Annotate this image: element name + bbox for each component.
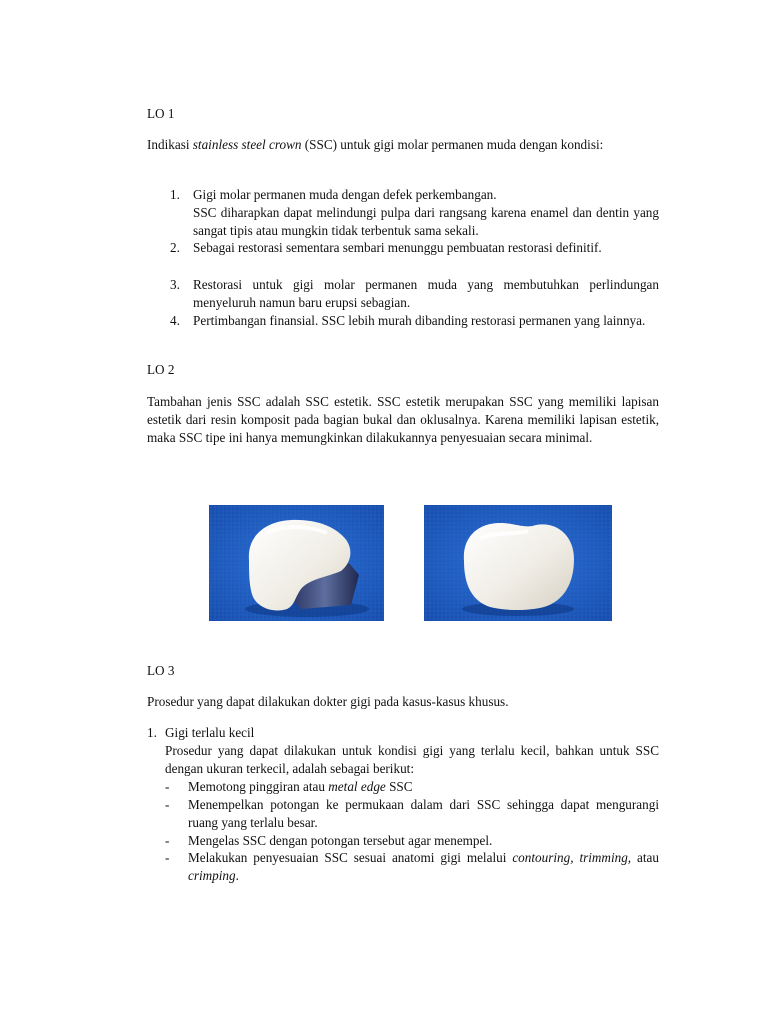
lo2-paragraph: Tambahan jenis SSC adalah SSC estetik. SSC estetik merupakan SSC yang memiliki lapisan estetik dari resin komposit pada bagian bukal dan oklusalnya. Karena memiliki lapisan estetik, maka SSC tipe ini hanya memungkinkan dilakukannya penyesuaian secara minimal.: [147, 394, 659, 445]
aesthetic-crown-photo-side: [209, 505, 384, 621]
lo1-heading: LO 1: [147, 106, 175, 121]
aesthetic-crown-image: [424, 505, 612, 621]
lo3-intro: Prosedur yang dapat dilakukan dokter gigi pada kasus-kasus khusus.: [147, 694, 509, 709]
crown-with-metal-edge-image: [209, 505, 384, 621]
lo2-heading: LO 2: [147, 362, 175, 377]
document-page: LO 1 Indikasi stainless steel crown (SSC) untuk gigi molar permanen muda dengan kondisi: 1. Gigi molar permanen muda dengan defek perkembangan. SSC diharapkan dapat melindungi pulpa dari rangsang karena enamel dan dentin yang sangat tipis atau mungkin tidak terbentuk sama sekali. 2. Sebagai restorasi sementara sembari menunggu pembuatan restorasi definitif. 3. Restorasi untuk gigi molar permanen muda yang membutuhkan perlindungan menyeluruh namun baru erupsi sebagian. 4. Pertimbangan finansial. SSC lebih murah dibanding restorasi permanen yang lainnya. LO 2 Tambahan jenis SSC adalah SSC estetik. SSC estetik merupakan SSC yang memiliki lapisan estetik dari resin komposit pada bagian bukal dan oklusalnya. Karena memiliki lapisan estetik, maka SSC tipe ini hanya memungkinkan dilakukannya penyesuaian secara minimal. LO 3 Prosedur yang dapat dilakukan dokter gigi pada kasus-kasus khusus. 1. Gigi terlalu kecil Prosedur yang dapat dilakukan untuk kondisi gigi yang terlalu kecil, bahkan untuk SSC dengan ukuran terkecil, adalah sebagai berikut: - Memotong pinggiran atau metal edge SSC - Menempelkan potongan ke permukaan dalam dari SSC sehingga dapat mengurangi ruang yang terlalu besar. - Mengelas SSC dengan potongan tersebut agar menempel. - Melakukan penyesuaian SSC sesuai anatomi gigi melalui contouring, trimming, atau crimping.: [147, 106, 659, 883]
lo3-item-description: Prosedur yang dapat dilakukan untuk kondisi gigi yang terlalu kecil, bahkan untuk SSC dengan ukuran terkecil, adalah sebagai berikut:: [165, 743, 659, 776]
lo1-intro: Indikasi stainless steel crown (SSC) untuk gigi molar permanen muda dengan kondisi:: [147, 137, 604, 152]
aesthetic-crown-photo-front: [424, 505, 612, 621]
lo3-heading: LO 3: [147, 663, 175, 678]
